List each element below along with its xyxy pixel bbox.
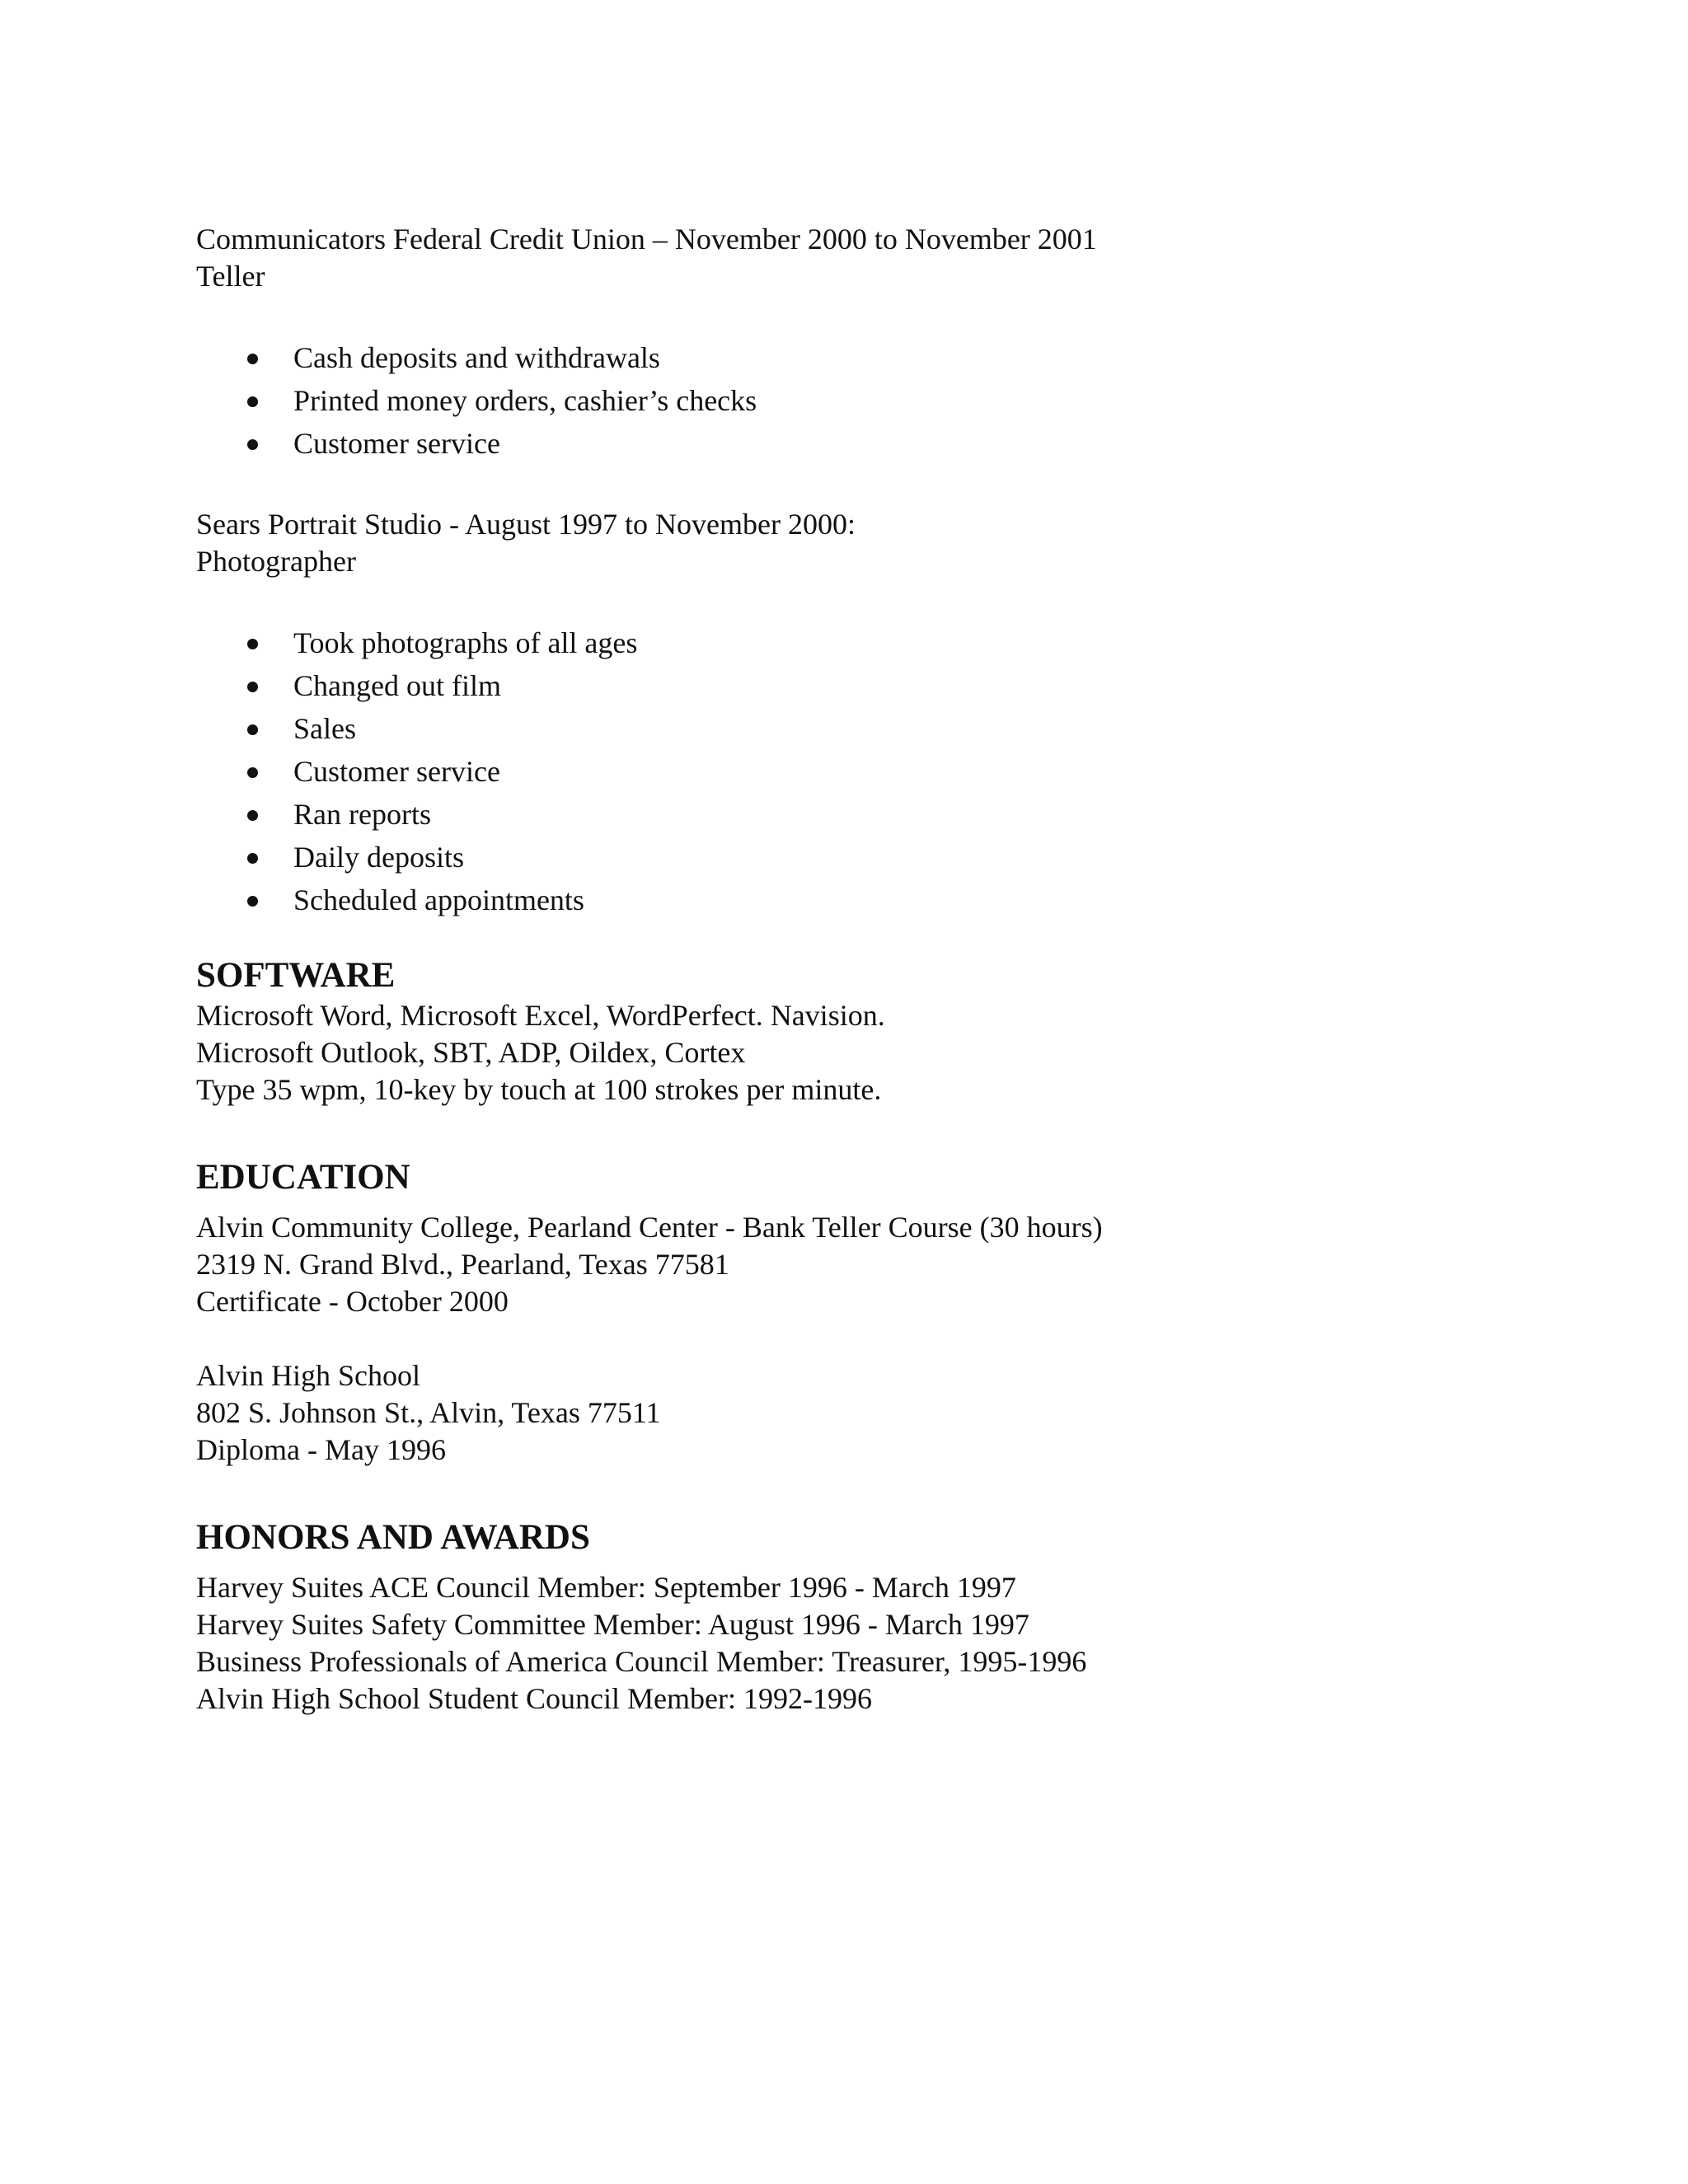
job-entry-portrait-studio (196, 506, 1482, 921)
list-item: Customer service (196, 422, 1482, 465)
list-item: Scheduled appointments (196, 879, 1482, 921)
section-heading-honors: HONORS AND AWARDS (196, 1518, 590, 1557)
list-item: Took photographs of all ages (196, 621, 1482, 664)
honor-item: Harvey Suites ACE Council Member: September 1996 - March 1997 (196, 1571, 1016, 1604)
job-entry-credit-union (196, 221, 1482, 465)
honor-item: Alvin High School Student Council Member: 1992-1996 (196, 1682, 872, 1715)
school-address: 2319 N. Grand Blvd., Pearland, Texas 77581 (196, 1248, 729, 1281)
job-header: Communicators Federal Credit Union – November 2000 to November 2001 (196, 223, 1097, 255)
education-section (196, 1156, 1482, 1469)
school-address: 802 S. Johnson St., Alvin, Texas 77511 (196, 1396, 661, 1429)
job-title: Teller (196, 260, 265, 293)
software-section (196, 954, 1482, 1108)
software-line: Microsoft Word, Microsoft Excel, WordPerfect. Navision. (196, 999, 885, 1032)
list-item: Daily deposits (196, 836, 1482, 879)
school-entry (196, 1209, 1482, 1320)
school-credential: Certificate - October 2000 (196, 1285, 509, 1318)
duties-list (196, 621, 1482, 921)
honor-item: Harvey Suites Safety Committee Member: August 1996 - March 1997 (196, 1608, 1029, 1641)
duties-list (196, 336, 1482, 465)
school-name: Alvin Community College, Pearland Center - Bank Teller Course (30 hours) (196, 1211, 1103, 1244)
school-entry (196, 1357, 1482, 1469)
honor-item: Business Professionals of America Council Member: Treasurer, 1995-1996 (196, 1645, 1087, 1678)
software-line: Type 35 wpm, 10-key by touch at 100 strokes per minute. (196, 1073, 882, 1106)
job-title: Photographer (196, 545, 356, 578)
school-credential: Diploma - May 1996 (196, 1433, 446, 1466)
software-line: Microsoft Outlook, SBT, ADP, Oildex, Cortex (196, 1036, 746, 1069)
school-name: Alvin High School (196, 1359, 421, 1392)
section-heading-education: EDUCATION (196, 1158, 410, 1197)
list-item: Cash deposits and withdrawals (196, 336, 1482, 379)
list-item: Changed out film (196, 664, 1482, 707)
resume-page (196, 221, 1482, 1718)
list-item: Ran reports (196, 793, 1482, 836)
section-heading-software: SOFTWARE (196, 956, 396, 995)
list-item: Sales (196, 707, 1482, 750)
honors-section (196, 1516, 1482, 1718)
job-header: Sears Portrait Studio - August 1997 to November 2000: (196, 508, 856, 541)
list-item: Customer service (196, 750, 1482, 793)
list-item: Printed money orders, cashier’s checks (196, 379, 1482, 422)
